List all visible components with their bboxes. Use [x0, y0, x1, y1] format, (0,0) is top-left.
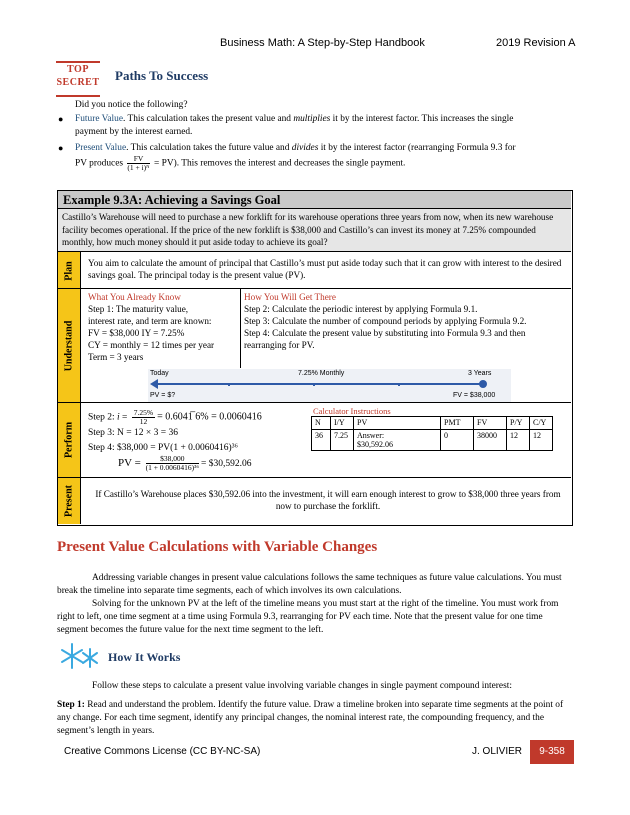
present-label [58, 478, 81, 524]
numerator: $38,000 [146, 455, 199, 464]
line: Step 2: Calculate the periodic interest by applying Formula 9.1. [244, 304, 478, 314]
text: PV produces [75, 158, 124, 169]
bullet-future-value [75, 113, 575, 139]
bullet-present-value [75, 142, 575, 172]
timeline-end-label: 3 Years [468, 370, 492, 377]
example-description: Castillo’s Warehouse will need to purchase a new forklift for its warehouse operations three years from now, when its new warehouse facility becomes operational. If the price of the new forklift is $38,000 and Castillo’s can invest its money at 7.25% compounded monthly, how much money should it put aside today to achieve its goal? [58, 209, 571, 252]
divider [240, 289, 241, 368]
paths-to-success-title: Paths To Success [115, 68, 209, 83]
cell: 7.25 [331, 430, 354, 451]
cell: PV [354, 417, 441, 430]
divider [58, 288, 571, 289]
cell-answer [354, 430, 441, 451]
cell: 12 [507, 430, 530, 451]
example-box [57, 190, 573, 526]
perform-steps [88, 409, 308, 472]
top-secret-badge [56, 61, 100, 97]
example-title: Example 9.3A: Achieving a Savings Goal [58, 191, 571, 209]
step-4: Step 4: $38,000 = PV(1 + 0.0060416)³⁶ [88, 443, 238, 453]
cell: 12 [530, 430, 553, 451]
cell: FV [474, 417, 507, 430]
line: rearranging for PV. [244, 340, 315, 350]
step-3: Step 3: N = 12 × 3 = 36 [88, 428, 178, 438]
section-heading: Present Value Calculations with Variable Changes [57, 539, 378, 555]
line: interest rate, and term are known: [88, 316, 212, 326]
perform-label [58, 403, 81, 477]
line: Step 1: The maturity value, [88, 304, 189, 314]
line: Term = 3 years [88, 352, 144, 362]
know-heading: What You Already Know [88, 292, 181, 302]
cell: P/Y [507, 417, 530, 430]
how-it-works-title: How It Works [108, 650, 181, 664]
get-list [244, 303, 569, 351]
text: i [117, 412, 120, 423]
numerator: FV [127, 155, 149, 164]
denominator: (1 + 0.0060416)³⁶ [145, 463, 200, 472]
timeline-arrow [148, 378, 511, 390]
text: . This calculation takes the future value and [126, 143, 292, 153]
timeline-rate-label: 7.25% Monthly [298, 370, 345, 377]
timeline [148, 369, 511, 402]
text: it by the interest factor. This increases the single [330, 114, 514, 124]
line: Step 4: Calculate the present value by substituting into Formula 9.3 and then [244, 328, 526, 338]
cell: PMT [441, 417, 474, 430]
text: $30,592.06 [357, 440, 393, 449]
text: it by the interest factor (rearranging Formula 9.3 for [318, 143, 516, 153]
text: Step 2: [88, 412, 118, 423]
term-present-value: Present Value [75, 143, 127, 153]
label: Perform [63, 421, 75, 459]
line: CY = monthly = 12 times per year [88, 340, 215, 350]
plan-text: You aim to calculate the amount of principal that Castillo’s must put aside today such that it can grow with interest to the desired savings goal. The principal today is the present value (PV). [88, 258, 562, 280]
divider [58, 402, 571, 403]
line: FV = $38,000 IY = 7.25% [88, 328, 185, 338]
cell: N [312, 417, 331, 430]
label: Step 1: [57, 700, 85, 710]
text: = PV). This removes the interest and decreases the single payment. [153, 158, 406, 169]
how-it-works-step-1 [57, 699, 573, 738]
timeline-start-label: Today [150, 370, 169, 377]
table-row [312, 430, 553, 451]
text: PV = [118, 457, 141, 470]
bullet-icon: ● [58, 143, 64, 153]
cell: I/Y [331, 417, 354, 430]
cell: 36 [312, 430, 331, 451]
present-text: If Castillo’s Warehouse places $30,592.06 into the investment, it will earn enough interest to grow to $38,000 three years from now to purchase the forklift. [95, 489, 561, 511]
footer-license: Creative Commons License (CC BY-NC-SA) [64, 746, 261, 757]
divider [58, 477, 571, 478]
section-para-2: Solving for the unknown PV at the left of the timeline means you must start at the right of the timeline. You must work from right to left, one time segment at a time using Formula 9.3, rearranging for PV each time. Note that the present value for one time segment becomes the future value for the next time segment to the left. [57, 599, 559, 635]
calculator-table [311, 416, 553, 451]
running-header-title: Business Math: A Step-by-Step Handbook [220, 37, 425, 49]
know-list [88, 303, 238, 363]
intro-lead: Did you notice the following? [75, 100, 188, 110]
term-future-value: Future Value [75, 114, 123, 124]
step-2: Step 2: i = $\frac{7.25\%}{12}$ = 0.6041̅ 6% = 0.0060416 [88, 408, 262, 426]
timeline-fv-label: FV = $38,000 [453, 392, 496, 399]
cell: 0 [441, 430, 474, 451]
text: payment by the interest earned. [75, 127, 193, 137]
section-para-1: Addressing variable changes in present value calculations follows the same techniques as future value calculations. You must break the timeline into separate time segments, each of which involves its own calculations. [57, 573, 562, 596]
understand-label [58, 289, 81, 402]
pv-fraction [127, 155, 149, 172]
emphasis: divides [291, 143, 319, 153]
table-row [312, 417, 553, 430]
step2-fraction [132, 409, 155, 426]
step-4-result [118, 455, 308, 472]
label: Plan [63, 260, 75, 281]
denominator: (1 + i)ᴺ [127, 163, 150, 172]
snowflake-icon [58, 641, 102, 671]
footer-author: J. OLIVIER [472, 746, 523, 757]
get-heading: How You Will Get There [244, 292, 336, 302]
running-header-revision: 2019 Revision A [496, 37, 576, 49]
text: = 0.6041̅ 6% = 0.0060416 [157, 411, 262, 423]
line: Step 3: Calculate the number of compound periods by applying Formula 9.2. [244, 316, 527, 326]
text: = $30,592.06 [201, 459, 252, 470]
numerator: 7.25% [133, 408, 154, 417]
cell: 38000 [474, 430, 507, 451]
badge-line-2: SECRET [56, 77, 100, 88]
label: Present [63, 484, 75, 518]
calc-heading: Calculator Instructions [313, 406, 391, 416]
text: . This calculation takes the present value and [123, 114, 294, 124]
text: Read and understand the problem. Identify the future value. Draw a timeline broken into separate time segments at the point of any change. For each time segment, identify any principal changes, the nominal interest rate, the compounding frequency, and the segment’s length in years. [57, 700, 564, 736]
cell: C/Y [530, 417, 553, 430]
plan-label [58, 252, 81, 289]
page-number: 9-358 [530, 740, 574, 764]
label: Understand [63, 320, 75, 371]
emphasis: multiplies [293, 114, 331, 124]
text: Answer: [357, 431, 385, 440]
step4-fraction [146, 455, 199, 472]
timeline-pv-label: PV = $? [150, 392, 176, 399]
denominator: 12 [139, 417, 148, 426]
how-it-works-para: Follow these steps to calculate a present value involving variable changes in single payment compound interest: [92, 681, 512, 691]
badge-line-1: TOP [67, 64, 89, 75]
bullet-icon: ● [58, 114, 64, 124]
